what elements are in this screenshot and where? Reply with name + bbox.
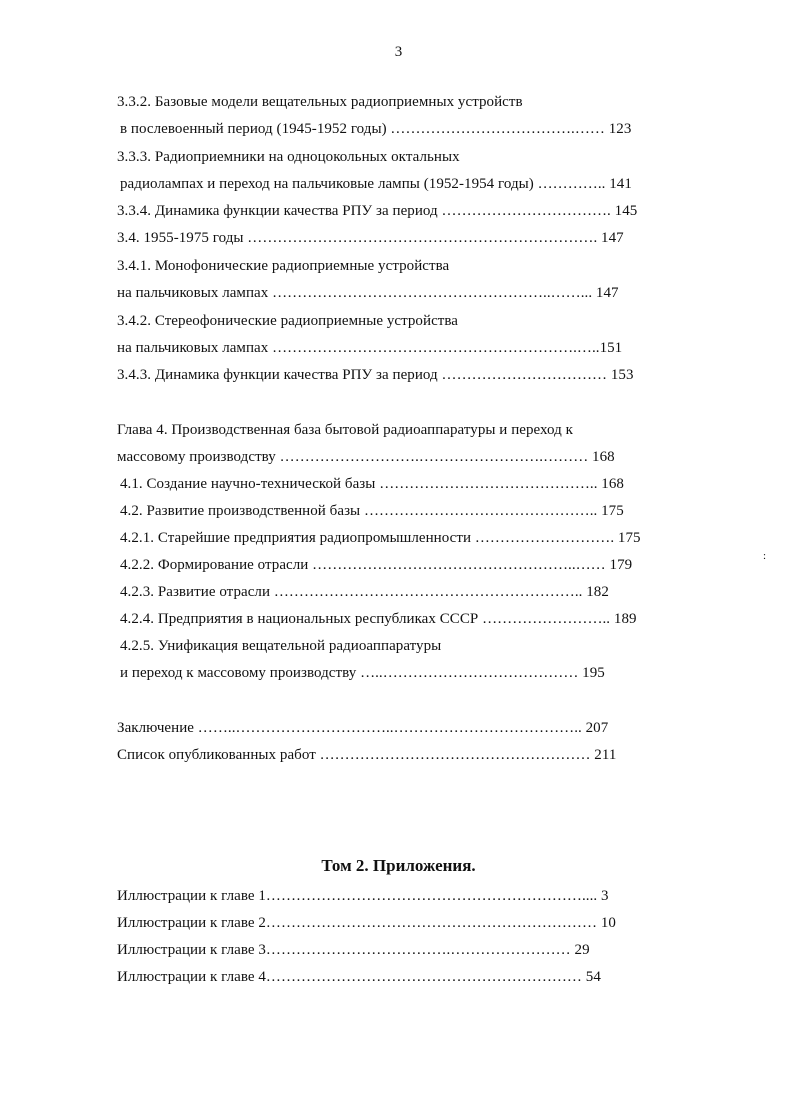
toc-line: 4.2.1. Старейшие предприятия радиопромышленности ………………………. 175 xyxy=(120,530,641,546)
toc-line: 4.2.5. Унификация вещательной радиоаппаратуры xyxy=(120,638,442,654)
toc-line: 3.4. 1955-1975 годы ……………………………………………………………. 147 xyxy=(117,230,624,246)
toc-line: 3.3.4. Динамика функции качества РПУ за период ……………………………. 145 xyxy=(117,203,638,219)
toc-line: радиолампах и переход на пальчиковые лампы (1952-1954 годы) ………….. 141 xyxy=(120,176,632,192)
volume2-heading: Том 2. Приложения. xyxy=(321,856,476,875)
toc-line: Список опубликованных работ ……………………………………………… 211 xyxy=(117,747,617,763)
toc-line: 4.2.4. Предприятия в национальных республиках СССР …………………….. 189 xyxy=(120,611,637,627)
page-number: 3 xyxy=(394,44,403,60)
toc-line: 4.2.3. Развитие отрасли …………………………………………………….. 182 xyxy=(120,584,609,600)
toc-line: 3.4.3. Динамика функции качества РПУ за период …………………………… 153 xyxy=(117,367,634,383)
toc-line: 4.2. Развитие производственной базы ……………………………………….. 175 xyxy=(120,503,624,519)
toc-line: массовому производству ……………………….…………………….……… 168 xyxy=(117,449,615,465)
toc-line: 3.4.2. Стереофонические радиоприемные устройства xyxy=(117,313,459,329)
toc-line: Глава 4. Производственная база бытовой радиоаппаратуры и переход к xyxy=(117,422,573,438)
toc-line: Заключение ……..…………………………..……………………………….. 207 xyxy=(117,720,609,736)
appendix-line: Иллюстрации к главе 1……………………………………………………….... 3 xyxy=(117,888,609,904)
appendix-line: Иллюстрации к главе 3……………………………….…………………… 29 xyxy=(117,942,590,958)
toc-line: 4.2.2. Формирование отрасли ……………………………………………..…… 179 xyxy=(120,557,633,573)
appendix-line: Иллюстрации к главе 2………………………………………………………… 10 xyxy=(117,915,616,931)
scan-speck: : xyxy=(763,550,767,562)
toc-line: на пальчиковых лампах ………………………………………………..……... 147 xyxy=(117,285,619,301)
toc-line: 3.3.2. Базовые модели вещательных радиоприемных устройств xyxy=(117,94,523,110)
toc-line: на пальчиковых лампах …………………………………………………….…..151 xyxy=(117,340,623,356)
toc-line: и переход к массовому производству …..………………………………… 195 xyxy=(120,665,605,681)
toc-line: 3.4.1. Монофонические радиоприемные устройства xyxy=(117,258,450,274)
toc-line: 3.3.3. Радиоприемники на одноцокольных октальных xyxy=(117,149,460,165)
appendix-line: Иллюстрации к главе 4……………………………………………………… 54 xyxy=(117,969,601,985)
toc-line: 4.1. Создание научно-технической базы …………………………………….. 168 xyxy=(120,476,624,492)
toc-line: в послевоенный период (1945-1952 годы) ……………………………….…… 123 xyxy=(120,121,632,137)
